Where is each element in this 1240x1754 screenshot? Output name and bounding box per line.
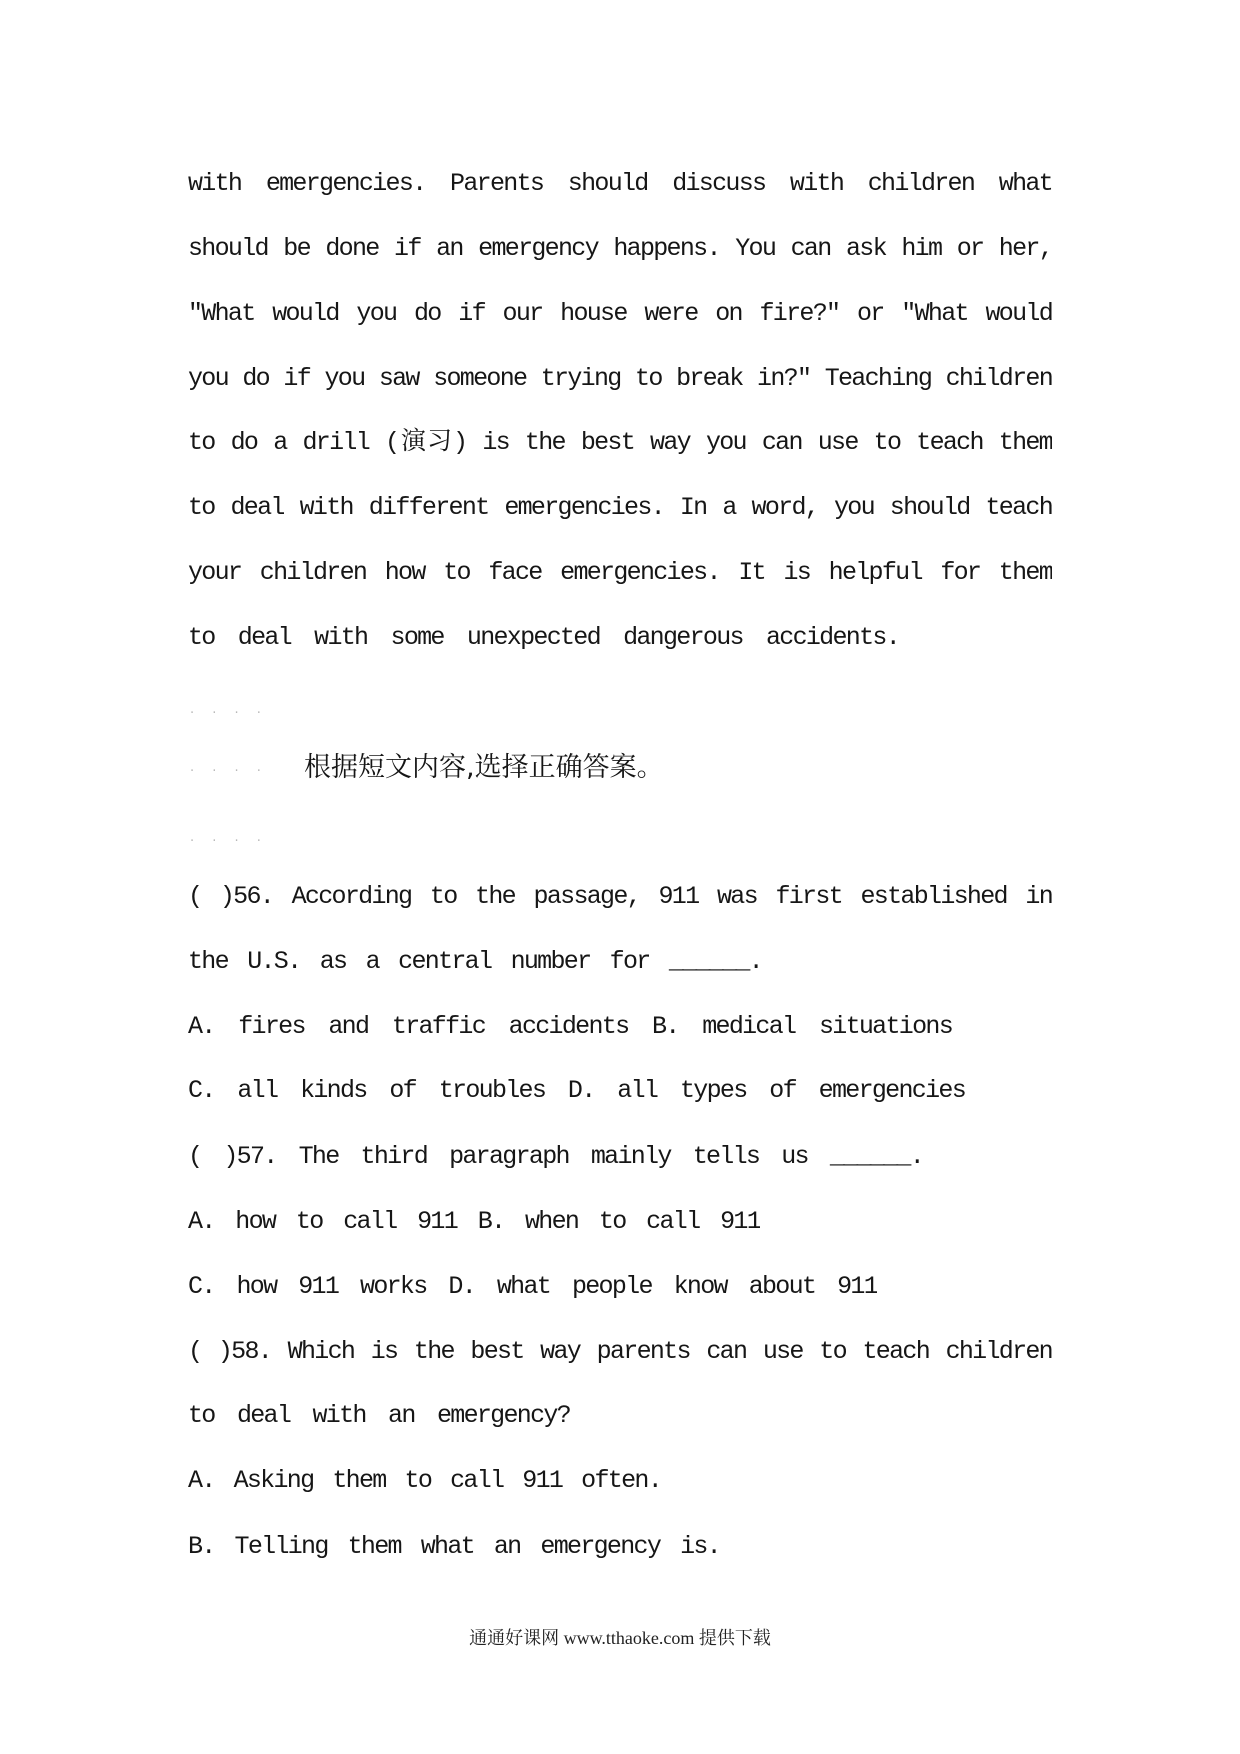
answer-option-a: A. Asking them to call 911 often. [188,1466,661,1495]
page-footer: 通通好课网 www.tthaoke.com 提供下载 [469,1628,771,1648]
spacer-marks: . . . . [190,830,261,845]
answer-option-b: B. Telling them what an emergency is. [188,1532,720,1561]
question-stem: ( )56. According to the passage, 911 was first established in [188,882,1052,911]
spacer-marks: . . . . [190,760,261,775]
passage-line: "What would you do if our house were on fire?" or "What would [188,299,1052,328]
spacer-marks: . . . . [190,702,261,717]
answer-options: A. how to call 911 B. when to call 911 [188,1207,760,1236]
answer-options: A. fires and traffic accidents B. medical situations [188,1012,952,1041]
question-stem: the U.S. as a central number for ______. [188,947,762,976]
question-stem: to deal with an emergency? [188,1401,570,1430]
passage-line: should be done if an emergency happens. You can ask him or her, [188,234,1052,263]
section-instruction: 根据短文内容,选择正确答案。 [304,752,664,783]
passage-line: to deal with some unexpected dangerous accidents. [188,623,899,652]
question-stem: ( )57. The third paragraph mainly tells us ______. [188,1142,923,1171]
passage-line: to do a drill (演习) is the best way you can use to teach them [188,428,1052,457]
answer-options: C. all kinds of troubles D. all types of emergencies [188,1076,965,1105]
passage-line: to deal with different emergencies. In a word, you should teach [188,493,1052,522]
question-stem: ( )58. Which is the best way parents can use to teach children [188,1337,1052,1366]
passage-line: your children how to face emergencies. It is helpful for them [188,558,1052,587]
passage-line: you do if you saw someone trying to break in?" Teaching children [188,364,1052,393]
passage-line: with emergencies. Parents should discuss with children what [188,169,1052,198]
answer-options: C. how 911 works D. what people know about 911 [188,1272,877,1301]
